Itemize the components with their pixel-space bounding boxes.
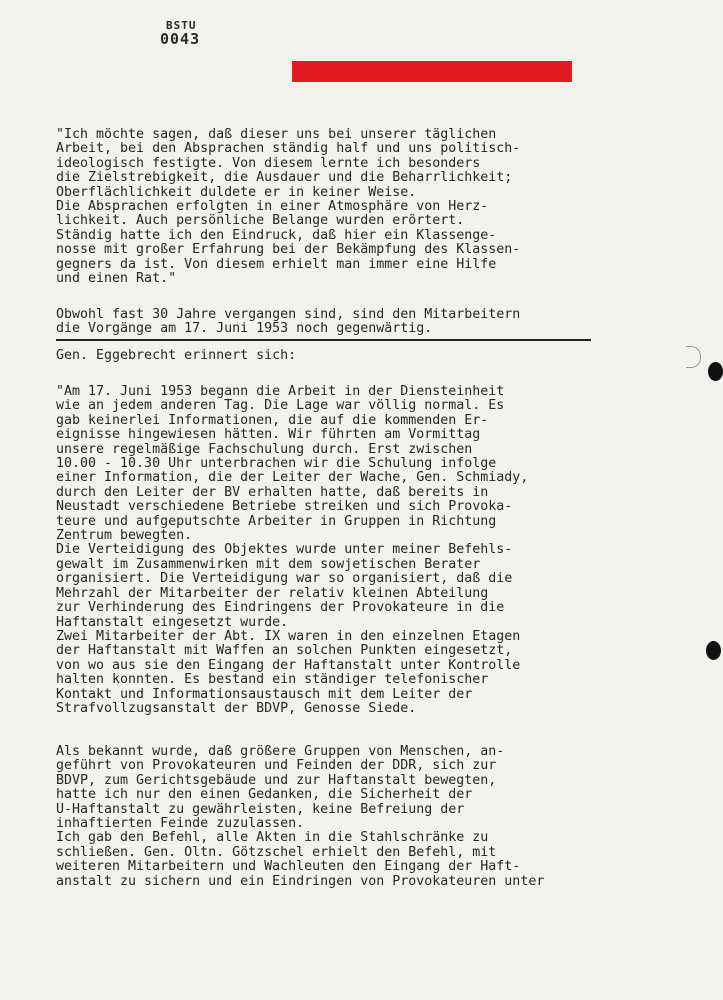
archive-stamp-org: BSTU <box>166 19 197 32</box>
intro-line: Gen. Eggebrecht erinnert sich: <box>56 348 297 363</box>
punch-hole-top <box>708 362 723 381</box>
note-paragraph: Obwohl fast 30 Jahre vergangen sind, sind den Mitarbeitern die Vorgänge am 17. Juni 1953 noch gegenwärtig. <box>56 307 521 337</box>
page-notch <box>686 346 701 368</box>
underline-divider <box>56 339 591 341</box>
quote-paragraph-1: "Ich möchte sagen, daß dieser uns bei unserer täglichen Arbeit, bei den Absprachen ständig half und uns politisch- ideologisch festigte. Von diesem lernte ich besonders die Zielstrebigkeit, die Ausdauer und die Beharrlichkeit; Oberflächlichkeit duldete er in keiner Weise. Die Absprachen erfolgten in einer Atmosphäre von Herz- lichkeit. Auch persönliche Belange wurden erörtert. Ständig hatte ich den Eindruck, daß hier ein Klassenge- nosse mit großer Erfahrung bei der Bekämpfung des Klassen- gegners da ist. Von diesem erhielt man immer eine Hilfe und einen Rat." <box>56 127 521 287</box>
redaction-bar <box>292 61 572 82</box>
punch-hole-bottom <box>706 641 721 660</box>
archive-page-number: 0043 <box>160 29 201 48</box>
quote-paragraph-2: "Am 17. Juni 1953 begann die Arbeit in der Diensteinheit wie an jedem anderen Tag. Die Lage war völlig normal. Es gab keinerlei Informationen, die auf die kommenden Er- eignisse hingewiesen hätten. Wir führten am Vormittag unsere regelmäßige Fachschulung durch. Erst zwischen 10.00 - 10.30 Uhr unterbrachen wir die Schulung infolge einer Information, die der Leiter der Wache, Gen. Schmiady, durch den Leiter der BV erhalten hatte, daß bereits in Neustadt verschiedene Betriebe streiken und sich Provoka- teure und aufgeputschte Arbeiter in Gruppen in Richtung Zentrum bewegten. Die Verteidigung des Objektes wurde unter meiner Befehls- gewalt im Zusammenwirken mit dem sowjetischen Berater organisiert. Die Verteidigung war so organisiert, daß die Mehrzahl der Mitarbeiter der relativ kleinen Abteilung zur Verhinderung des Eindringens der Provokateure in die Haftanstalt eingesetzt wurde. Zwei Mitarbeiter der Abt. IX waren in den einzelnen Etagen der Haftanstalt mit Waffen an solchen Punkten eingesetzt, von wo aus sie den Eingang der Haftanstalt unter Kontrolle halten konnten. Es bestand ein ständiger telefonischer Kontakt und Informationsaustausch mit dem Leiter der Strafvollzugsanstalt der BDVP, Genosse Siede. <box>56 384 529 716</box>
archive-stamp <box>160 20 200 47</box>
paragraph-3: Als bekannt wurde, daß größere Gruppen von Menschen, an- geführt von Provokateuren und Feinden der DDR, sich zur BDVP, zum Gerichtsgebäude und zur Haftanstalt bewegten, hatte ich nur den einen Gedanken, die Sicherheit der U-Haftanstalt zu gewährleisten, keine Befreiung der inhaftierten Feinde zuzulassen. Ich gab den Befehl, alle Akten in die Stahlschränke zu schließen. Gen. Oltn. Götzschel erhielt den Befehl, mit weiteren Mitarbeitern und Wachleuten den Eingang der Haft- anstalt zu sichern und ein Eindringen von Provokateuren unter <box>56 744 545 889</box>
